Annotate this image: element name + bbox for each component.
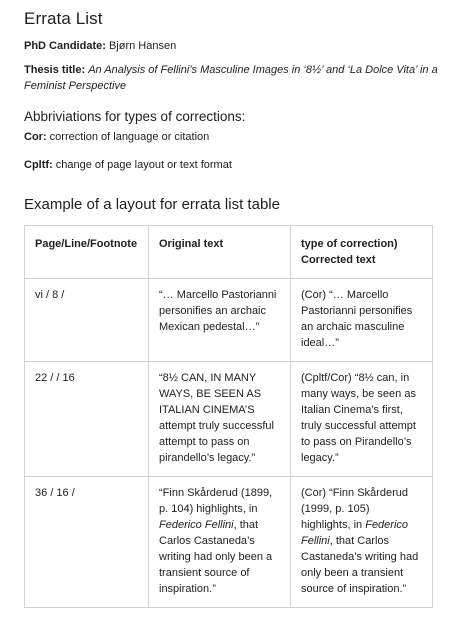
example-heading: Example of a layout for errata list table	[24, 196, 280, 213]
cell-corrected: (Cor) “… Marcello Pastorianni personifies an archaic masculine ideal…”	[291, 279, 433, 362]
candidate-label: PhD Candidate:	[24, 40, 106, 52]
corrected-text-start: (Cor) “Finn Skårderud (1999, p. 105) highlights, in	[301, 487, 408, 531]
original-text-end: , that Carlos Castaneda’s writing had only been a transient source of inspiration.”	[159, 519, 273, 595]
errata-document	[24, 8, 454, 608]
candidate-line	[24, 38, 454, 54]
table-row	[25, 362, 433, 477]
errata-table	[24, 225, 433, 608]
abbreviation-code: Cpltf:	[24, 159, 53, 171]
cell-corrected	[291, 477, 433, 608]
original-book-title: Federico Fellini	[159, 519, 234, 531]
corrected-book-title: Federico Fellini	[301, 519, 409, 547]
header-original: Original text	[149, 226, 291, 279]
thesis-line	[24, 62, 454, 94]
document-title: Errata List	[24, 9, 103, 28]
abbreviation-item	[24, 157, 454, 173]
cell-location: 36 / 16 /	[25, 477, 149, 608]
abbreviation-item	[24, 129, 454, 145]
abbreviation-description: change of page layout or text format	[55, 159, 232, 171]
cell-location: vi / 8 /	[25, 279, 149, 362]
corrected-text-end: , that Carlos Castaneda’s writing had only been a transient source of inspiration.”	[301, 535, 419, 595]
header-type-line: type of correction)	[301, 238, 398, 250]
table-header-row	[25, 226, 433, 279]
header-correction	[291, 226, 433, 279]
cell-original	[149, 477, 291, 608]
header-corrected-line: Corrected text	[301, 254, 376, 266]
thesis-title: An Analysis of Fellini’s Masculine Images in ‘8½’ and ‘La Dolce Vita’ in a Feminist Perspective	[24, 64, 438, 92]
abbreviations-heading: Abbriviations for types of corrections:	[24, 109, 246, 124]
cell-original: “8½ CAN, IN MANY WAYS, BE SEEN AS ITALIAN CINEMA’S attempt truly successful attempt to pass on pirandello’s legacy.”	[149, 362, 291, 477]
cell-corrected: (Cpltf/Cor) “8½ can, in many ways, be seen as Italian Cinema’s first, truly successful attempt to pass on Pirandello’s legacy.”	[291, 362, 433, 477]
header-location: Page/Line/Footnote	[25, 226, 149, 279]
table-row	[25, 477, 433, 608]
candidate-name: Bjørn Hansen	[108, 40, 177, 52]
thesis-label: Thesis title:	[24, 64, 86, 76]
table-row	[25, 279, 433, 362]
cell-location: 22 / / 16	[25, 362, 149, 477]
original-text-start: “Finn Skårderud (1899, p. 104) highlights, in	[159, 487, 273, 515]
abbreviation-code: Cor:	[24, 131, 47, 143]
abbreviation-description: correction of language or citation	[49, 131, 210, 143]
cell-original: “… Marcello Pastorianni personifies an archaic Mexican pedestal…”	[149, 279, 291, 362]
